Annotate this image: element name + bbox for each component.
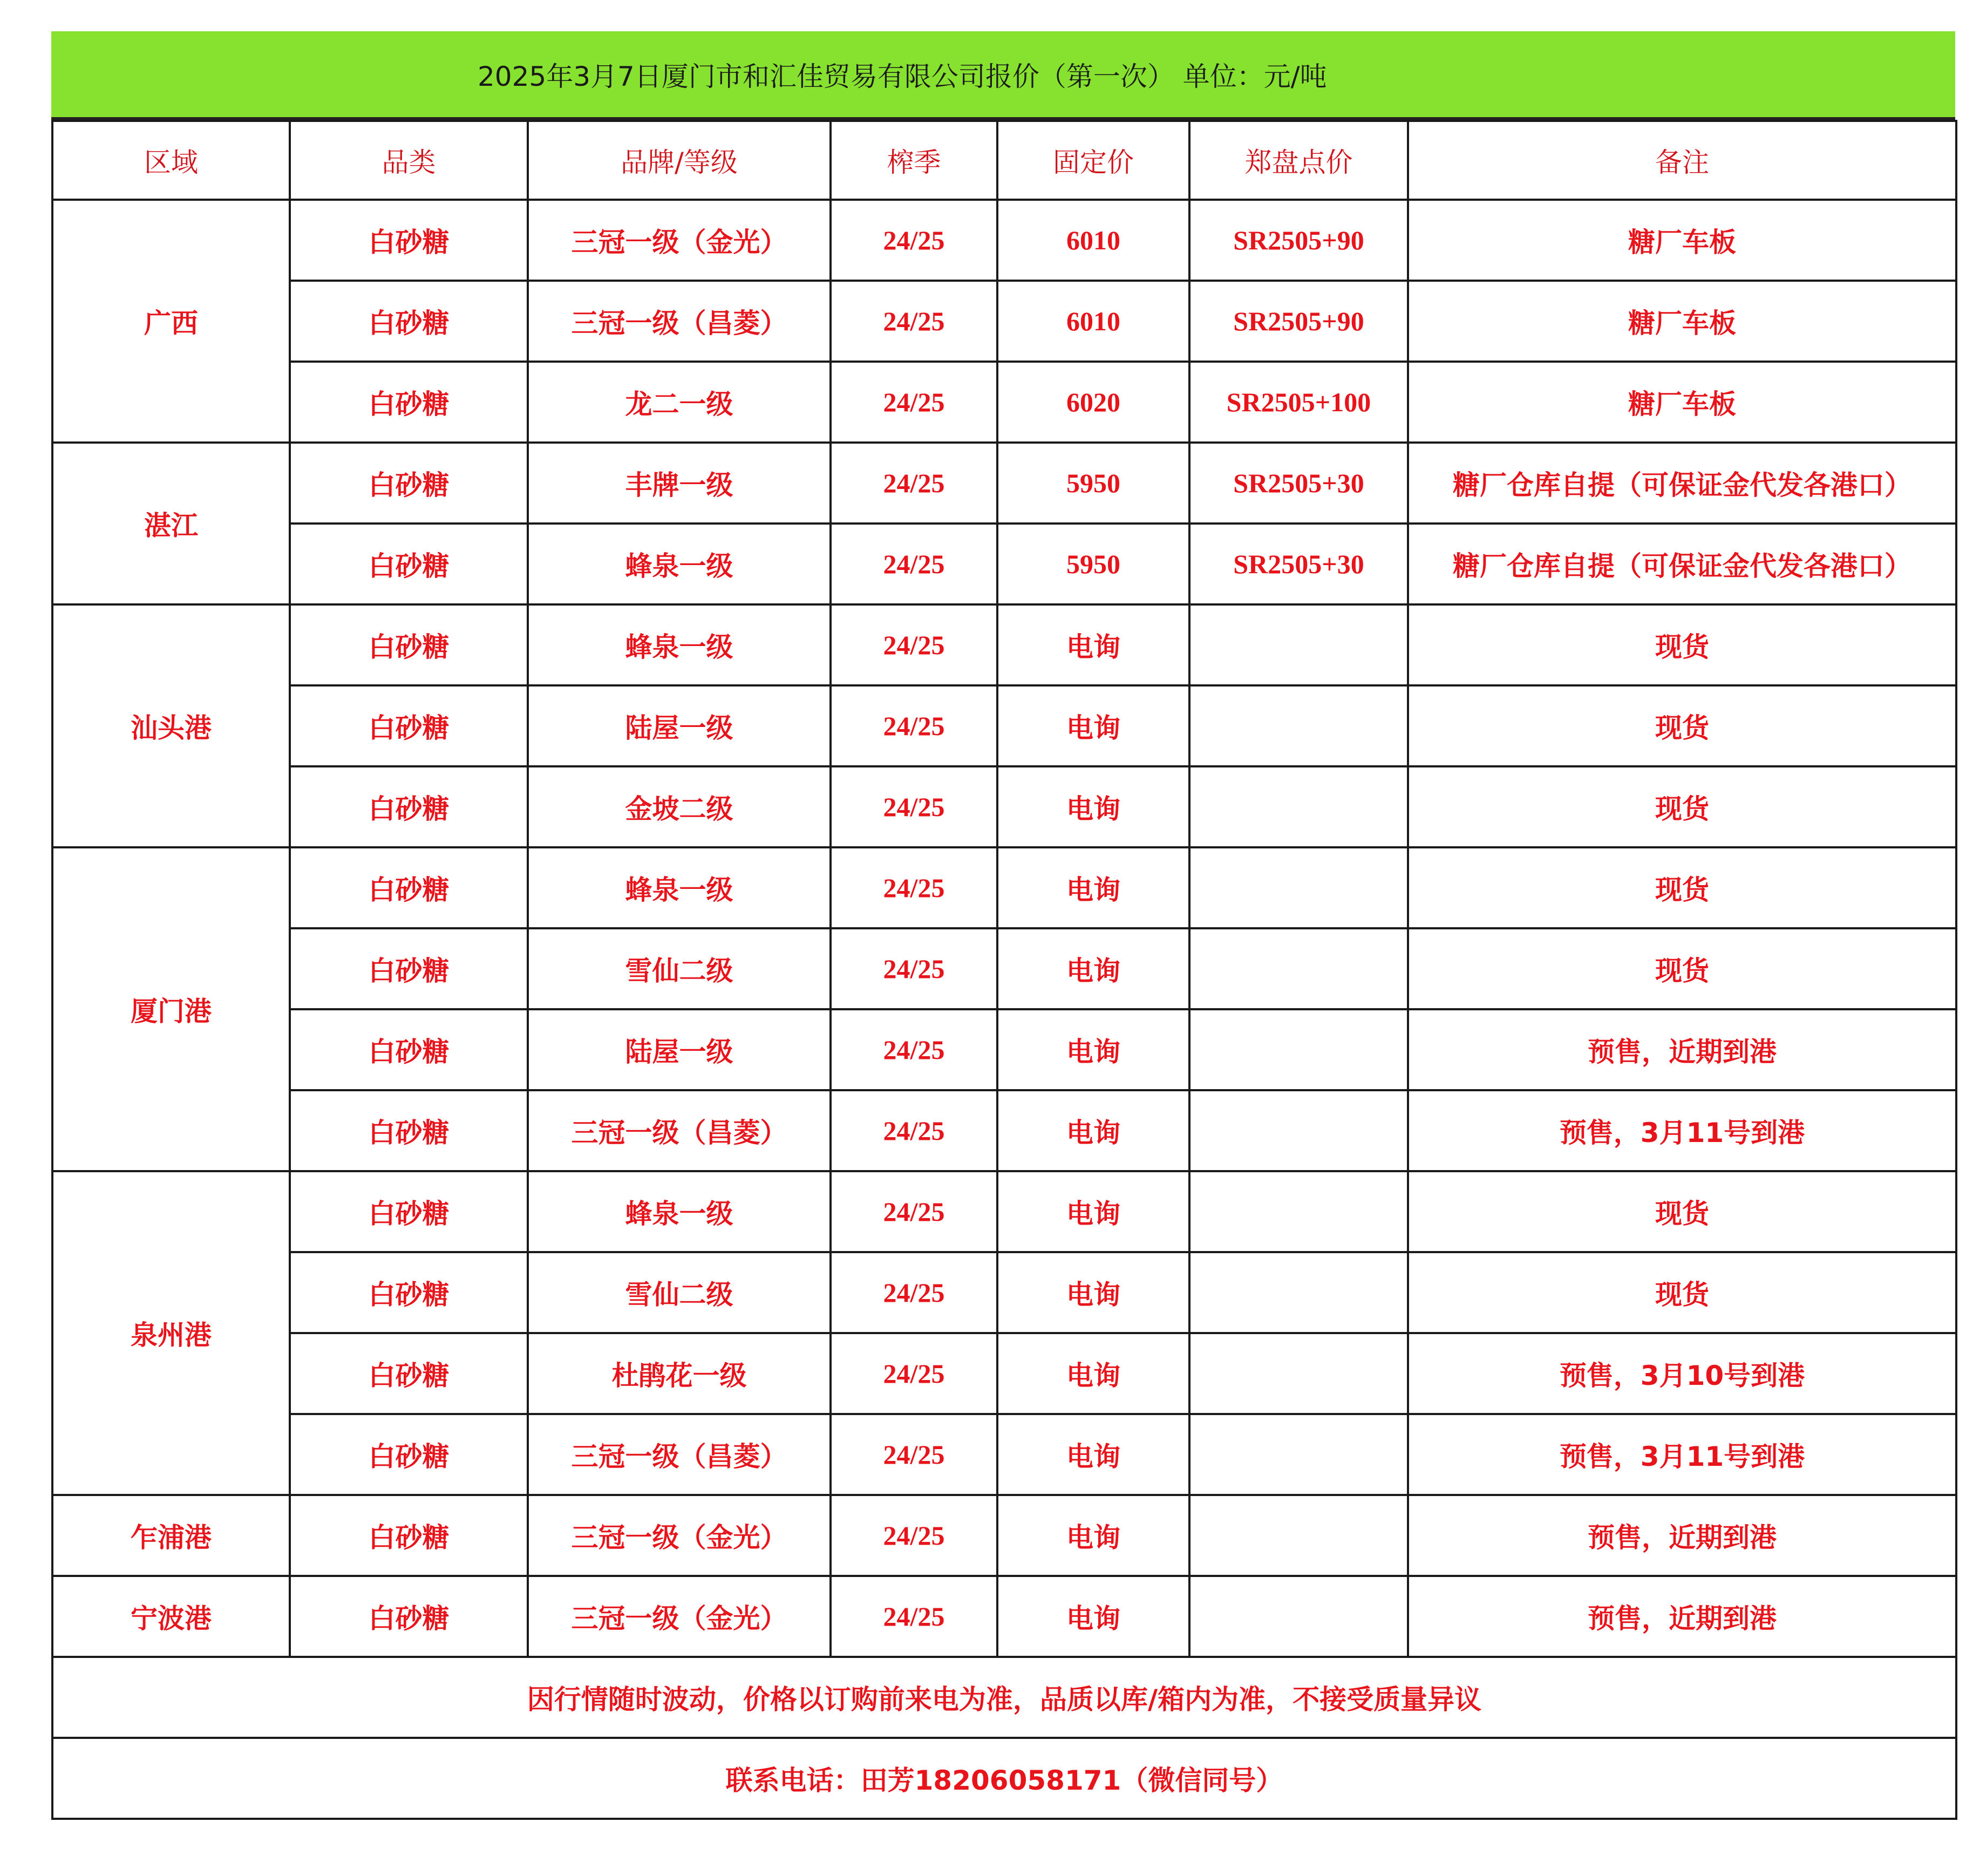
cell-remark: 糖厂车板 — [1408, 362, 1956, 443]
cell-brand: 陆屋一级 — [528, 685, 831, 766]
cell-fixed-price: 电询 — [997, 604, 1189, 685]
cell-brand: 三冠一级（昌菱） — [528, 1414, 831, 1495]
table-row — [52, 281, 1956, 362]
cell-brand: 陆屋一级 — [528, 1009, 831, 1090]
header-brand: 品牌/等级 — [528, 121, 831, 200]
table-row — [52, 928, 1956, 1009]
cell-category: 白砂糖 — [290, 1009, 528, 1090]
cell-futures-basis — [1189, 1090, 1408, 1171]
cell-brand: 蜂泉一级 — [528, 847, 831, 928]
table-row — [52, 362, 1956, 443]
cell-remark: 糖厂车板 — [1408, 200, 1956, 281]
cell-remark: 预售，3月11号到港 — [1408, 1414, 1956, 1495]
cell-remark: 现货 — [1408, 604, 1956, 685]
cell-category: 白砂糖 — [290, 443, 528, 524]
cell-season: 24/25 — [831, 1009, 997, 1090]
table-row — [52, 604, 1956, 685]
cell-futures-basis — [1189, 1333, 1408, 1414]
table-row — [52, 1009, 1956, 1090]
page-title: 2025年3月7日厦门市和汇佳贸易有限公司报价（第一次） 单位：元/吨 — [478, 60, 1327, 92]
cell-brand: 蜂泉一级 — [528, 1171, 831, 1252]
cell-futures-basis — [1189, 847, 1408, 928]
cell-fixed-price: 5950 — [997, 524, 1189, 604]
table-row — [52, 524, 1956, 604]
cell-season: 24/25 — [831, 281, 997, 362]
cell-remark: 糖厂仓库自提（可保证金代发各港口） — [1408, 443, 1956, 524]
table-row — [52, 1576, 1956, 1657]
cell-futures-basis: SR2505+100 — [1189, 362, 1408, 443]
table-row — [52, 1171, 1956, 1252]
cell-brand: 三冠一级（金光） — [528, 1495, 831, 1576]
cell-region: 乍浦港 — [52, 1495, 290, 1576]
cell-fixed-price: 电询 — [997, 1414, 1189, 1495]
cell-category: 白砂糖 — [290, 1252, 528, 1333]
cell-season: 24/25 — [831, 1090, 997, 1171]
cell-fixed-price: 6010 — [997, 281, 1189, 362]
cell-brand: 三冠一级（昌菱） — [528, 1090, 831, 1171]
cell-remark: 预售，近期到港 — [1408, 1495, 1956, 1576]
table-row — [52, 847, 1956, 928]
footer-row — [52, 1657, 1956, 1738]
cell-futures-basis — [1189, 766, 1408, 847]
header-category: 品类 — [290, 121, 528, 200]
cell-season: 24/25 — [831, 1414, 997, 1495]
cell-season: 24/25 — [831, 928, 997, 1009]
cell-category: 白砂糖 — [290, 362, 528, 443]
table-row — [52, 200, 1956, 281]
cell-category: 白砂糖 — [290, 1576, 528, 1657]
cell-fixed-price: 电询 — [997, 1495, 1189, 1576]
cell-fixed-price: 电询 — [997, 1090, 1189, 1171]
cell-remark: 预售，近期到港 — [1408, 1009, 1956, 1090]
cell-fixed-price: 6010 — [997, 200, 1189, 281]
cell-remark: 现货 — [1408, 1252, 1956, 1333]
header-region: 区域 — [52, 121, 290, 200]
table-body — [52, 200, 1956, 1657]
cell-category: 白砂糖 — [290, 1333, 528, 1414]
cell-fixed-price: 电询 — [997, 928, 1189, 1009]
cell-remark: 预售，3月11号到港 — [1408, 1090, 1956, 1171]
title-bar — [51, 31, 1955, 120]
cell-season: 24/25 — [831, 1171, 997, 1252]
cell-remark: 现货 — [1408, 766, 1956, 847]
table-row — [52, 443, 1956, 524]
quote-sheet — [51, 31, 1955, 1820]
header-futures-basis: 郑盘点价 — [1189, 121, 1408, 200]
cell-brand: 雪仙二级 — [528, 928, 831, 1009]
cell-brand: 三冠一级（昌菱） — [528, 281, 831, 362]
cell-futures-basis: SR2505+30 — [1189, 443, 1408, 524]
cell-region: 汕头港 — [52, 604, 290, 847]
cell-region: 厦门港 — [52, 847, 290, 1171]
cell-season: 24/25 — [831, 1252, 997, 1333]
table-row — [52, 1252, 1956, 1333]
cell-season: 24/25 — [831, 443, 997, 524]
cell-futures-basis — [1189, 1171, 1408, 1252]
table-row — [52, 1495, 1956, 1576]
cell-futures-basis — [1189, 1414, 1408, 1495]
cell-brand: 三冠一级（金光） — [528, 200, 831, 281]
cell-brand: 杜鹃花一级 — [528, 1333, 831, 1414]
header-row — [52, 121, 1956, 200]
cell-region: 湛江 — [52, 443, 290, 604]
cell-futures-basis — [1189, 1252, 1408, 1333]
contact-row — [52, 1738, 1956, 1819]
table-row — [52, 766, 1956, 847]
cell-season: 24/25 — [831, 200, 997, 281]
cell-fixed-price: 电询 — [997, 1171, 1189, 1252]
table-row — [52, 1090, 1956, 1171]
header-season: 榨季 — [831, 121, 997, 200]
cell-fixed-price: 电询 — [997, 1252, 1189, 1333]
cell-futures-basis — [1189, 604, 1408, 685]
cell-futures-basis: SR2505+30 — [1189, 524, 1408, 604]
cell-category: 白砂糖 — [290, 200, 528, 281]
cell-season: 24/25 — [831, 847, 997, 928]
cell-fixed-price: 6020 — [997, 362, 1189, 443]
cell-fixed-price: 电询 — [997, 685, 1189, 766]
cell-season: 24/25 — [831, 1495, 997, 1576]
table-row — [52, 1333, 1956, 1414]
cell-category: 白砂糖 — [290, 281, 528, 362]
cell-season: 24/25 — [831, 685, 997, 766]
cell-category: 白砂糖 — [290, 604, 528, 685]
cell-brand: 金坡二级 — [528, 766, 831, 847]
footer-note: 因行情随时波动，价格以订购前来电为准，品质以库/箱内为准，不接受质量异议 — [52, 1657, 1956, 1738]
cell-category: 白砂糖 — [290, 685, 528, 766]
cell-fixed-price: 电询 — [997, 766, 1189, 847]
cell-remark: 现货 — [1408, 847, 1956, 928]
cell-remark: 糖厂仓库自提（可保证金代发各港口） — [1408, 524, 1956, 604]
cell-fixed-price: 电询 — [997, 847, 1189, 928]
cell-fixed-price: 电询 — [997, 1333, 1189, 1414]
cell-season: 24/25 — [831, 1333, 997, 1414]
cell-brand: 雪仙二级 — [528, 1252, 831, 1333]
cell-brand: 蜂泉一级 — [528, 604, 831, 685]
cell-remark: 糖厂车板 — [1408, 281, 1956, 362]
cell-category: 白砂糖 — [290, 1414, 528, 1495]
cell-season: 24/25 — [831, 1576, 997, 1657]
cell-category: 白砂糖 — [290, 1495, 528, 1576]
cell-fixed-price: 电询 — [997, 1009, 1189, 1090]
cell-remark: 现货 — [1408, 685, 1956, 766]
cell-category: 白砂糖 — [290, 524, 528, 604]
cell-brand: 蜂泉一级 — [528, 524, 831, 604]
cell-season: 24/25 — [831, 362, 997, 443]
cell-remark: 预售，近期到港 — [1408, 1576, 1956, 1657]
header-remark: 备注 — [1408, 121, 1956, 200]
header-fixed-price: 固定价 — [997, 121, 1189, 200]
cell-futures-basis: SR2505+90 — [1189, 200, 1408, 281]
cell-category: 白砂糖 — [290, 928, 528, 1009]
cell-category: 白砂糖 — [290, 1090, 528, 1171]
cell-season: 24/25 — [831, 766, 997, 847]
cell-season: 24/25 — [831, 524, 997, 604]
cell-category: 白砂糖 — [290, 766, 528, 847]
cell-fixed-price: 电询 — [997, 1576, 1189, 1657]
cell-category: 白砂糖 — [290, 847, 528, 928]
table-row — [52, 685, 1956, 766]
cell-brand: 三冠一级（金光） — [528, 1576, 831, 1657]
cell-brand: 丰牌一级 — [528, 443, 831, 524]
cell-region: 宁波港 — [52, 1576, 290, 1657]
cell-futures-basis — [1189, 928, 1408, 1009]
cell-brand: 龙二一级 — [528, 362, 831, 443]
cell-remark: 现货 — [1408, 1171, 1956, 1252]
cell-region: 泉州港 — [52, 1171, 290, 1495]
contact-info: 联系电话：田芳18206058171（微信同号） — [52, 1738, 1956, 1819]
cell-futures-basis — [1189, 1009, 1408, 1090]
cell-futures-basis: SR2505+90 — [1189, 281, 1408, 362]
price-table — [51, 120, 1957, 1820]
cell-fixed-price: 5950 — [997, 443, 1189, 524]
cell-season: 24/25 — [831, 604, 997, 685]
cell-futures-basis — [1189, 1495, 1408, 1576]
cell-futures-basis — [1189, 685, 1408, 766]
cell-category: 白砂糖 — [290, 1171, 528, 1252]
cell-region: 广西 — [52, 200, 290, 443]
cell-remark: 预售，3月10号到港 — [1408, 1333, 1956, 1414]
table-row — [52, 1414, 1956, 1495]
cell-futures-basis — [1189, 1576, 1408, 1657]
cell-remark: 现货 — [1408, 928, 1956, 1009]
